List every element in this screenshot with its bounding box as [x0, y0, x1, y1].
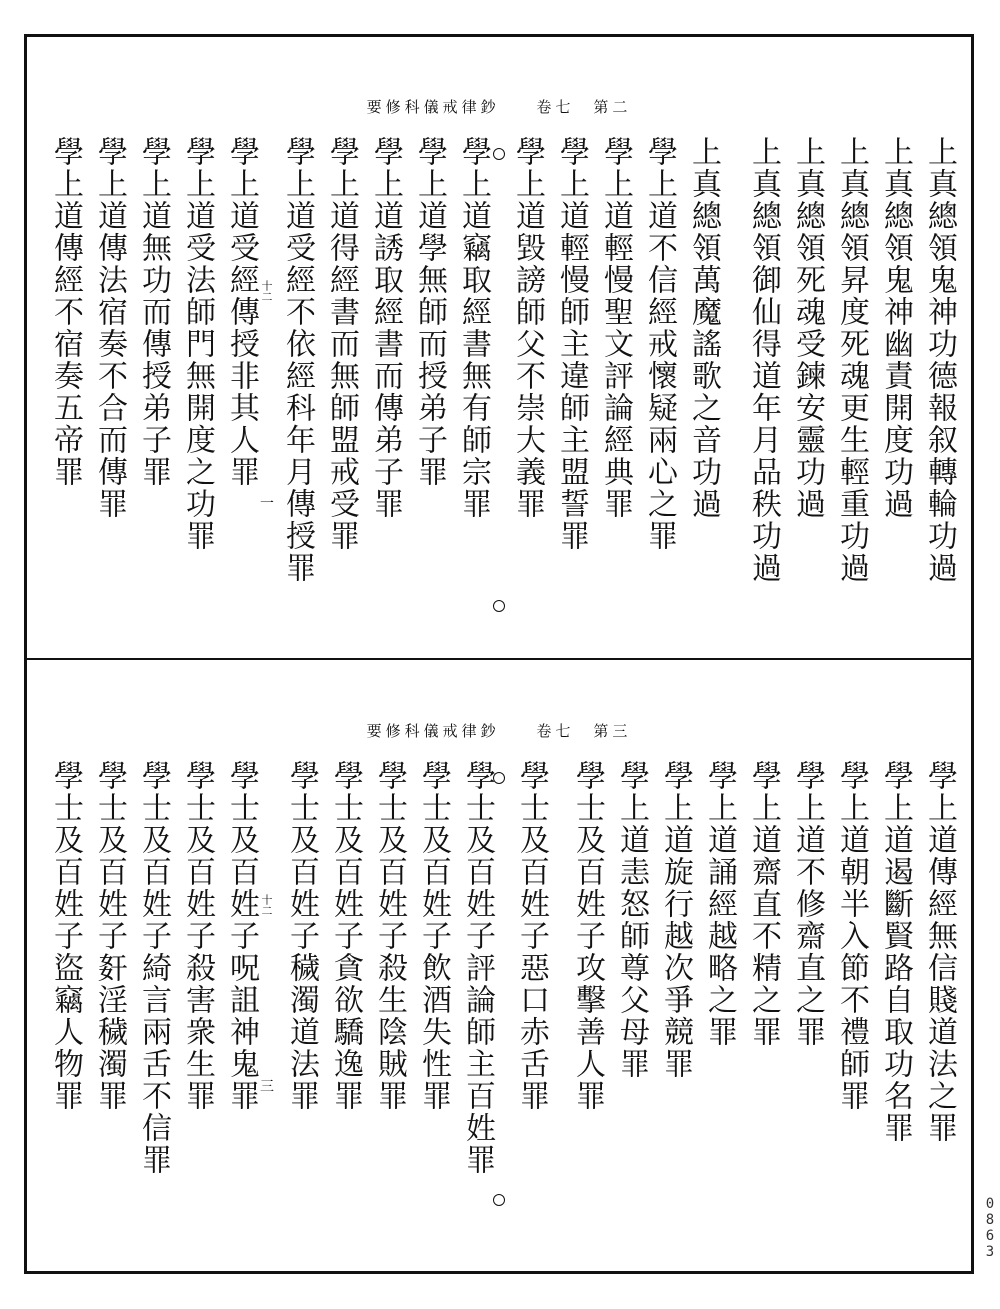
text-column: 學上道齋直不精之罪 [746, 760, 781, 1048]
text-column: 學士及百姓子殺生陰賊罪 [372, 760, 407, 1112]
margin-note: 十二 [260, 280, 273, 302]
text-column: 學上道受經不依經科年月傳授罪 [280, 136, 315, 584]
margin-note: 十二 [260, 894, 273, 916]
text-column: 學上道輕慢聖文評論經典罪 [598, 136, 633, 520]
text-column: 學上道傳經不宿奏五帝罪 [48, 136, 83, 488]
text-column: 學上道輕慢師主違師主盟誓罪 [554, 136, 589, 552]
text-column: 學上道誦經越略之罪 [702, 760, 737, 1048]
text-column: 學上道朝半入節不禮師罪 [834, 760, 869, 1112]
circle-mark [493, 148, 505, 160]
text-column: 學士及百姓子惡口赤舌罪 [514, 760, 549, 1112]
text-column: 上真總領御仙得道年月品秩功過 [746, 136, 781, 584]
text-column: 學上道竊取經書無有師宗罪 [456, 136, 491, 520]
text-column: 上真總領昇度死魂更生輕重功過 [834, 136, 869, 584]
text-column: 學士及百姓子殺害衆生罪 [180, 760, 215, 1112]
circle-mark [493, 600, 505, 612]
text-column: 學士及百姓子穢濁道法罪 [284, 760, 319, 1112]
text-column: 學上道學無師而授弟子罪 [412, 136, 447, 488]
text-column: 學士及百姓子攻擊善人罪 [570, 760, 605, 1112]
text-column: 學上道受法師門無開度之功罪 [180, 136, 215, 552]
text-column: 上真總領死魂受鍊安靈功過 [790, 136, 825, 520]
text-column: 上真總領鬼神功德報叙轉輪功過 [922, 136, 957, 584]
text-column: 學上道不修齋直之罪 [790, 760, 825, 1048]
text-column: 學上道不信經戒懷疑兩心之罪 [642, 136, 677, 552]
bottom-page [28, 664, 970, 1270]
bottom-header-volume: 卷七 第三 [536, 722, 632, 740]
text-column: 學上道毀謗師父不崇大義罪 [510, 136, 545, 520]
text-column: 學上道遏斷賢路自取功名罪 [878, 760, 913, 1144]
text-column: 學上道誘取經書而傳弟子罪 [368, 136, 403, 520]
text-column: 學士及百姓子飲酒失性罪 [416, 760, 451, 1112]
text-column: 上真總領萬魔謠歌之音功過 [686, 136, 721, 520]
text-column: 學上道傳法宿奏不合而傳罪 [92, 136, 127, 520]
bottom-header-title: 要修科儀戒律鈔 [366, 722, 500, 740]
text-column: 學士及百姓子姧淫穢濁罪 [92, 760, 127, 1112]
text-column: 學上道得經書而無師盟戒受罪 [324, 136, 359, 552]
text-column: 學士及百姓子綺言兩舌不信罪 [136, 760, 171, 1176]
page-mark: 一 [260, 496, 274, 512]
text-column: 學上道無功而傳授弟子罪 [136, 136, 171, 488]
text-column: 學上道受經傳授非其人罪 [224, 136, 259, 488]
text-column: 學士及百姓子呪詛神鬼罪 [224, 760, 259, 1112]
text-column: 學上道恚怒師尊父母罪 [614, 760, 649, 1080]
top-page-header [28, 96, 970, 117]
top-page [28, 38, 970, 660]
text-column: 學士及百姓子貪欲驕逸罪 [328, 760, 363, 1112]
text-column: 學上道旋行越次爭競罪 [658, 760, 693, 1080]
text-column: 上真總領鬼神幽責開度功過 [878, 136, 913, 520]
top-header-title: 要修科儀戒律鈔 [366, 98, 500, 116]
page-mark: 三 [260, 1079, 274, 1095]
bottom-page-header [28, 720, 970, 741]
text-column: 學上道傳經無信賤道法之罪 [922, 760, 957, 1144]
circle-mark [493, 1194, 505, 1206]
text-column: 學士及百姓子評論師主百姓罪 [460, 760, 495, 1176]
page-code: 0863 [982, 1196, 998, 1260]
top-header-volume: 卷七 第二 [536, 98, 632, 116]
text-column: 學士及百姓子盜竊人物罪 [48, 760, 83, 1112]
